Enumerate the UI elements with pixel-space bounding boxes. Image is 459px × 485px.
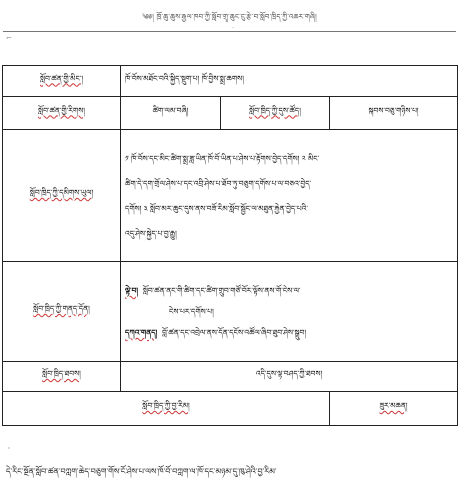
label-lesson-time: སློབ་ཁྲིད་ཀྱི་དུས་ཚོད། [221,97,330,130]
tag-difficulty: དཀའ་གནད། [125,328,158,337]
value-teaching-method: འདི་དུས་ལྟ་བཤད་ཀྱི་ཐབས། [121,362,458,392]
value-lesson-goals [121,130,458,262]
row-lesson-goals [3,130,458,262]
label-teaching-method: སློབ་ཁྲིད་ཐབས། [3,362,121,392]
row-lesson-info [3,97,458,130]
value-lesson-type: ཚིག་ལམ་བཞི། [121,97,221,130]
key-point-1: ལྟེ་བ། སློབ་ཚན་ནང་གི་ཚིག་དང་ཚིག་གྲུབ་གཙོ་བོར་ལྟོས་ནས་གོ་ངེས་ལ་ [125,286,301,295]
corner-mark: ⌐ [6,34,12,42]
document-header: ༄༅། ཁྲོ་ཆུ་ཆུས་རྒྱལ་ཁབ་ཀྱི་སློབ་གྲྭ་ཆུང་ངུ་རྩེ་བ་སློབ་ཁྲིད་ཀྱི་འཆར་གཞི། [142,13,317,21]
body-text: དེ་རིང་སྔོན་སློབ་ཚན་བཀླག་ཆེད་བཅུག་གོས་ངོ་ཤེས་པ་ལས་ཁོ་བོ་བཀླག་ལ་ཁོ་དང་མཉམ་དུ་ཁུ་ཤེའི་བྱ་རིམ་ [6,467,277,476]
label-lesson-type: སློབ་ཚན་གྱི་རིགས། [3,97,121,130]
value-lesson-title: ཁོ་བོས་མཐོང་བའི་སྐྱིད་སྡུག་པ། ཁོ་བྱིས་སྨྲ་ཆགས། [121,66,458,97]
value-lesson-time: སྐབས་བཅུ་གཉིས་པ། [330,97,458,130]
goal-line: འདུ་ཤེས་སྐྱེད་པ་བྱ་རྒྱུ། [125,228,177,238]
header-divider [3,31,456,32]
value-key-points [121,262,458,362]
row-key-points [3,262,458,362]
label-key-points: སློབ་ཁྲིད་ཀྱི་གནད་དོན། [3,262,121,362]
goal-line: དགོས། ༣ སློབ་མར་ཆུང་དུས་ནས་བཟོ་རིམ་སློབ་སྦྱོང་ལ་མཐུན་རྐྱེན་བྱེད་པའི་ [125,203,308,213]
label-lesson-title: སློབ་ཚན་གྱི་མིང་། [3,66,121,97]
row-teaching-process [3,392,458,426]
key-point-1-cont: ངེས་པར་དགོས་པ། [169,307,214,316]
paragraph-mark: · [232,24,235,32]
goal-line: ༡ ཁོ་བོས་དང་མིང་ཚིག་སྨྲ་ཟླ་ཡིན་ཁོ་བོ་ཡིན་པ་ཤེས་པ་རྟོགས་བྱེད་དགོས། ༢ མིང་ [125,153,320,163]
text-cursor: ' [8,446,10,454]
row-lesson-title [3,66,458,97]
label-teaching-process: སློབ་ཁྲིད་ཀྱི་བྱ་རིམ། [3,392,330,426]
key-point-2: དཀའ་གནད། བློ་ཚན་དང་འབྲེལ་ནས་དོན་དངོས་འཚོལ་ཞིབ་ཐུབ་ཤེས་སྒྲུབ། [125,328,307,337]
tag-focus: ལྟེ་བ། [125,286,139,295]
row-teaching-method [3,362,458,392]
label-notes: ཟུར་མཆན། [330,392,458,426]
label-lesson-goals: སློབ་ཁྲིད་ཀྱི་དམིགས་ཡུལ། [3,130,121,262]
goal-line: ཚིག་དེ་དག་གྲོལ་ཤེས་པ་དང་འབྲི་ཤེས་པ་ཐོབ་ཏུ་བཅུག་དགོས་པ་ལ་བཅའ་བྱེད་ [125,178,312,188]
lesson-plan-table [2,65,458,426]
